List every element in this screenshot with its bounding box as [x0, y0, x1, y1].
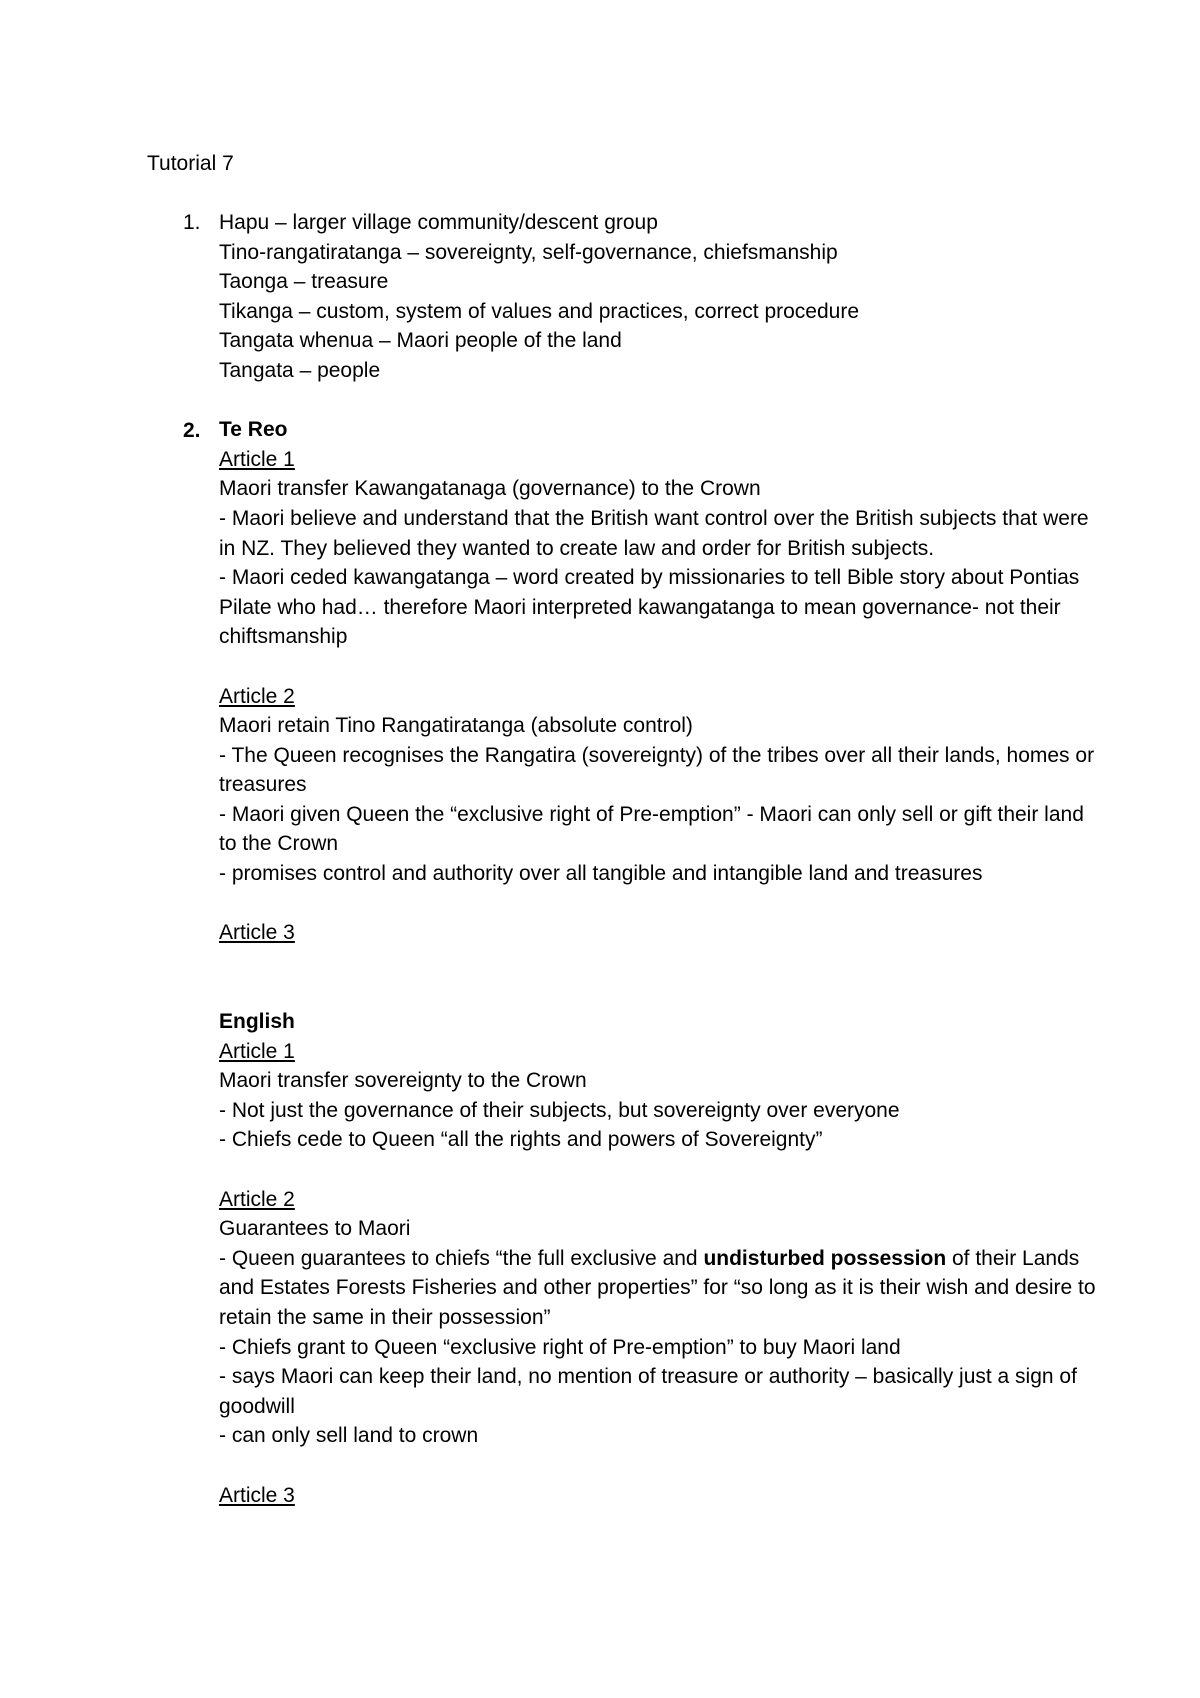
guarantee-text-before: - Queen guarantees to chiefs “the full exclusive and: [219, 1246, 704, 1270]
spacer: [219, 652, 1099, 682]
english-article-2-line: - Chiefs grant to Queen “exclusive right of Pre-emption” to buy Maori land: [219, 1335, 901, 1359]
te-reo-article-1-heading: Article 1: [219, 447, 295, 471]
te-reo-heading: Te Reo: [219, 418, 288, 442]
te-reo-article-2-line: - The Queen recognises the Rangatira (sovereignty) of the tribes over all their lands, homes or treasures: [219, 743, 1100, 797]
te-reo-article-1-line: - Maori ceded kawangatanga – word created by missionaries to tell Bible story about Pontias Pilate who had… therefore Maori interpreted kawangatanga to mean governance- not their chiftsmanship: [219, 566, 1086, 649]
english-article-1-line: Maori transfer sovereignty to the Crown: [219, 1069, 587, 1093]
spacer: [219, 889, 1099, 919]
english-article-2-guarantee-line: [219, 1244, 1102, 1333]
term-tino-rangatiratanga: Tino-rangatiratanga – sovereignty, self-governance, chiefsmanship: [219, 240, 838, 264]
guarantee-text-after: of their Lands and Estates Forests Fisheries and other properties” for “so long as it is their wish and desire to retain the same in their possession”: [219, 1246, 1102, 1329]
term-hapu: Hapu – larger village community/descent group: [219, 211, 658, 234]
english-article-1-line: - Not just the governance of their subjects, but sovereignty over everyone: [219, 1098, 900, 1122]
guarantee-bold-phrase: undisturbed possession: [703, 1246, 947, 1270]
spacer: [219, 386, 1099, 416]
term-taonga: Taonga – treasure: [219, 270, 389, 294]
term-tikanga: Tikanga – custom, system of values and practices, correct procedure: [219, 299, 860, 323]
te-reo-article-1-line: - Maori believe and understand that the British want control over the British subjects that were in NZ. They believed they wanted to create law and order for British subjects.: [219, 506, 1095, 560]
spacer: [219, 1451, 1099, 1481]
te-reo-article-2-line: - Maori given Queen the “exclusive right of Pre-emption” - Maori can only sell or gift their land to the Crown: [219, 802, 1090, 856]
english-article-1-line: - Chiefs cede to Queen “all the rights and powers of Sovereignty”: [219, 1128, 823, 1152]
english-article-2-line: - can only sell land to crown: [219, 1424, 479, 1448]
english-article-1-heading: Article 1: [219, 1039, 295, 1063]
list-number-1: 1.: [183, 211, 201, 234]
document-title: Tutorial 7: [147, 152, 234, 175]
english-article-3-heading: Article 3: [219, 1483, 295, 1507]
spacer: [219, 948, 1099, 1007]
te-reo-article-2-line: Maori retain Tino Rangatiratanga (absolute control): [219, 714, 693, 738]
english-article-2-heading: Article 2: [219, 1187, 295, 1211]
term-tangata: Tangata – people: [219, 358, 381, 382]
te-reo-article-2-line: - promises control and authority over all tangible and intangible land and treasures: [219, 862, 983, 886]
te-reo-article-3-heading: Article 3: [219, 921, 295, 945]
te-reo-article-1-line: Maori transfer Kawangatanaga (governance) to the Crown: [219, 477, 761, 501]
list-number-2: 2.: [183, 419, 201, 442]
english-article-2-line: - says Maori can keep their land, no mention of treasure or authority – basically just a sign of goodwill: [219, 1365, 1083, 1418]
spacer: [219, 1155, 1099, 1185]
term-tangata-whenua: Tangata whenua – Maori people of the land: [219, 329, 622, 353]
english-heading: English: [219, 1010, 295, 1034]
english-article-2-line: Guarantees to Maori: [219, 1217, 411, 1241]
te-reo-article-2-heading: Article 2: [219, 684, 295, 708]
document-body: [219, 208, 1102, 1510]
